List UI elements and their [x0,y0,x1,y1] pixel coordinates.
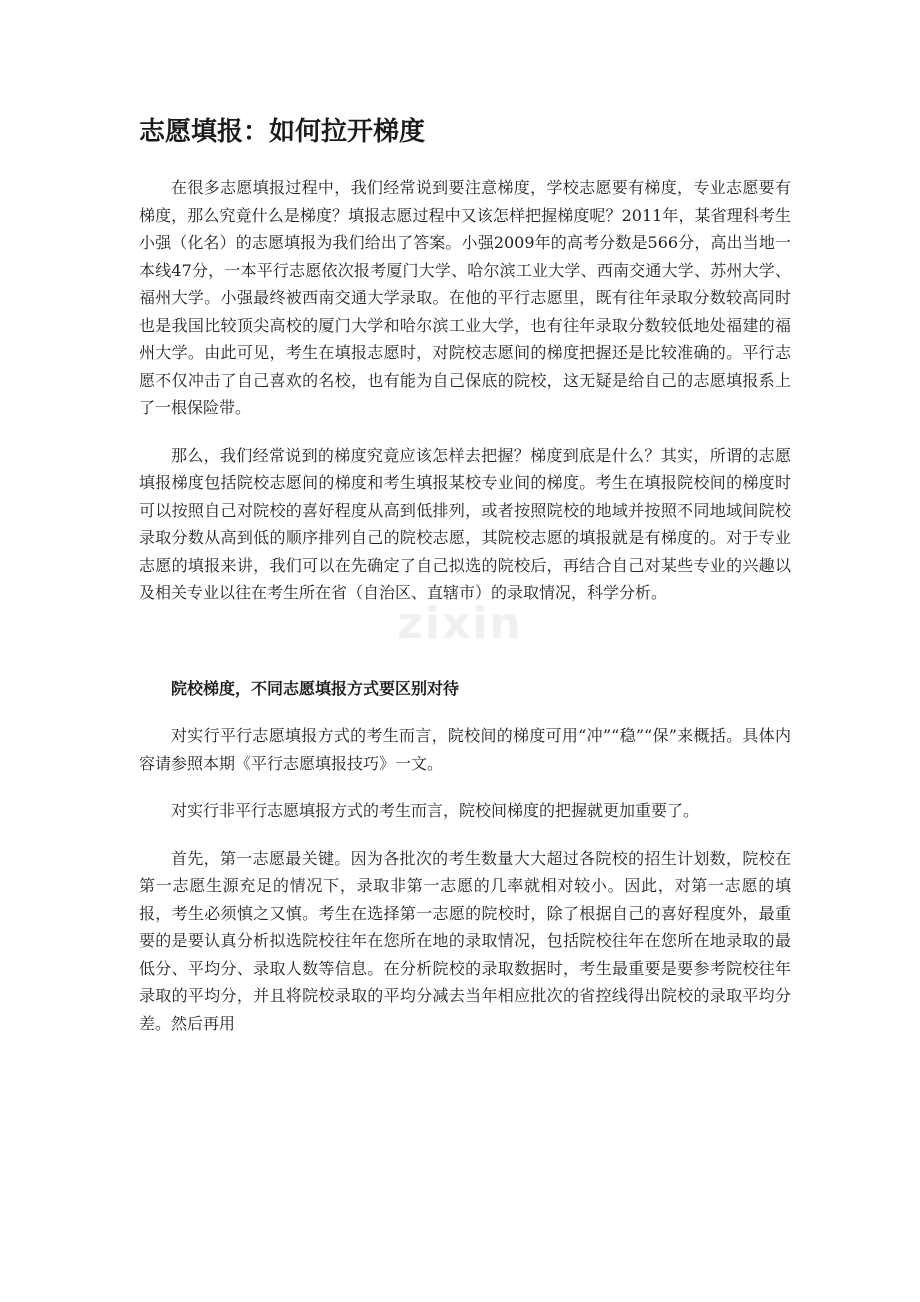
section-paragraph-1: 对实行平行志愿填报方式的考生而言，院校间的梯度可用“冲”“稳”“保”来概括。具体内容请参照本期《平行志愿填报技巧》一文。 [139,726,791,773]
section-heading: 院校梯度，不同志愿填报方式要区别对待 [171,678,460,698]
intro-paragraph-1: 在很多志愿填报过程中，我们经常说到要注意梯度，学校志愿要有梯度，专业志愿要有梯度，那么究竟什么是梯度？填报志愿过程中又该怎样把握梯度呢？2011年，某省理科考生小强（化名）的志愿填报为我们给出了答案。小强2009年的高考分数是566分，高出当地一本线47分，一本平行志愿依次报考厦门大学、哈尔滨工业大学、西南交通大学、苏州大学、福州大学。小强最终被西南交通大学录取。在他的平行志愿里，既有往年录取分数较高同时也是我国比较顶尖高校的厦门大学和哈尔滨工业大学，也有往年录取分数较低地处福建的福州大学。由此可见，考生在填报志愿时，对院校志愿间的梯度把握还是比较准确的。平行志愿不仅冲击了自己喜欢的名校，也有能为自己保底的院校，这无疑是给自己的志愿填报系上了一根保险带。 [139,178,791,417]
section-paragraph-3: 首先，第一志愿最关键。因为各批次的考生数量大大超过各院校的招生计划数，院校在第一志愿生源充足的情况下，录取非第一志愿的几率就相对较小。因此，对第一志愿的填报，考生必须慎之又慎。考生在选择第一志愿的院校时，除了根据自己的喜好程度外，最重要的是要认真分析拟选院校往年在您所在地的录取情况，包括院校往年在您所在地录取的最低分、平均分、录取人数等信息。在分析院校的录取数据时，考生最重要是要参考院校往年录取的平均分，并且将院校录取的平均分减去当年相应批次的省控线得出院校的录取平均分差。然后再用 [139,848,791,1033]
document-body [139,112,791,1053]
watermark: zixin [397,598,523,649]
intro-paragraph-2: 那么，我们经常说到的梯度究竟应该怎样去把握？梯度到底是什么？其实，所谓的志愿填报梯度包括院校志愿间的梯度和考生填报某校专业间的梯度。考生在填报院校间的梯度时可以按照自己对院校的喜好程度从高到低排列，或者按照院校的地域并按照不同地域间院校录取分数从高到低的顺序排列自己的院校志愿，其院校志愿的填报就是有梯度的。对于专业志愿的填报来讲，我们可以在先确定了自己拟选的院校后，再结合自己对某些专业的兴趣以及相关专业以往在考生所在省（自治区、直辖市）的录取情况，科学分析。 [139,445,791,602]
section-paragraph-2: 对实行非平行志愿填报方式的考生而言，院校间梯度的把握就更加重要了。 [171,801,700,820]
page-title: 志愿填报：如何拉开梯度 [139,117,426,147]
